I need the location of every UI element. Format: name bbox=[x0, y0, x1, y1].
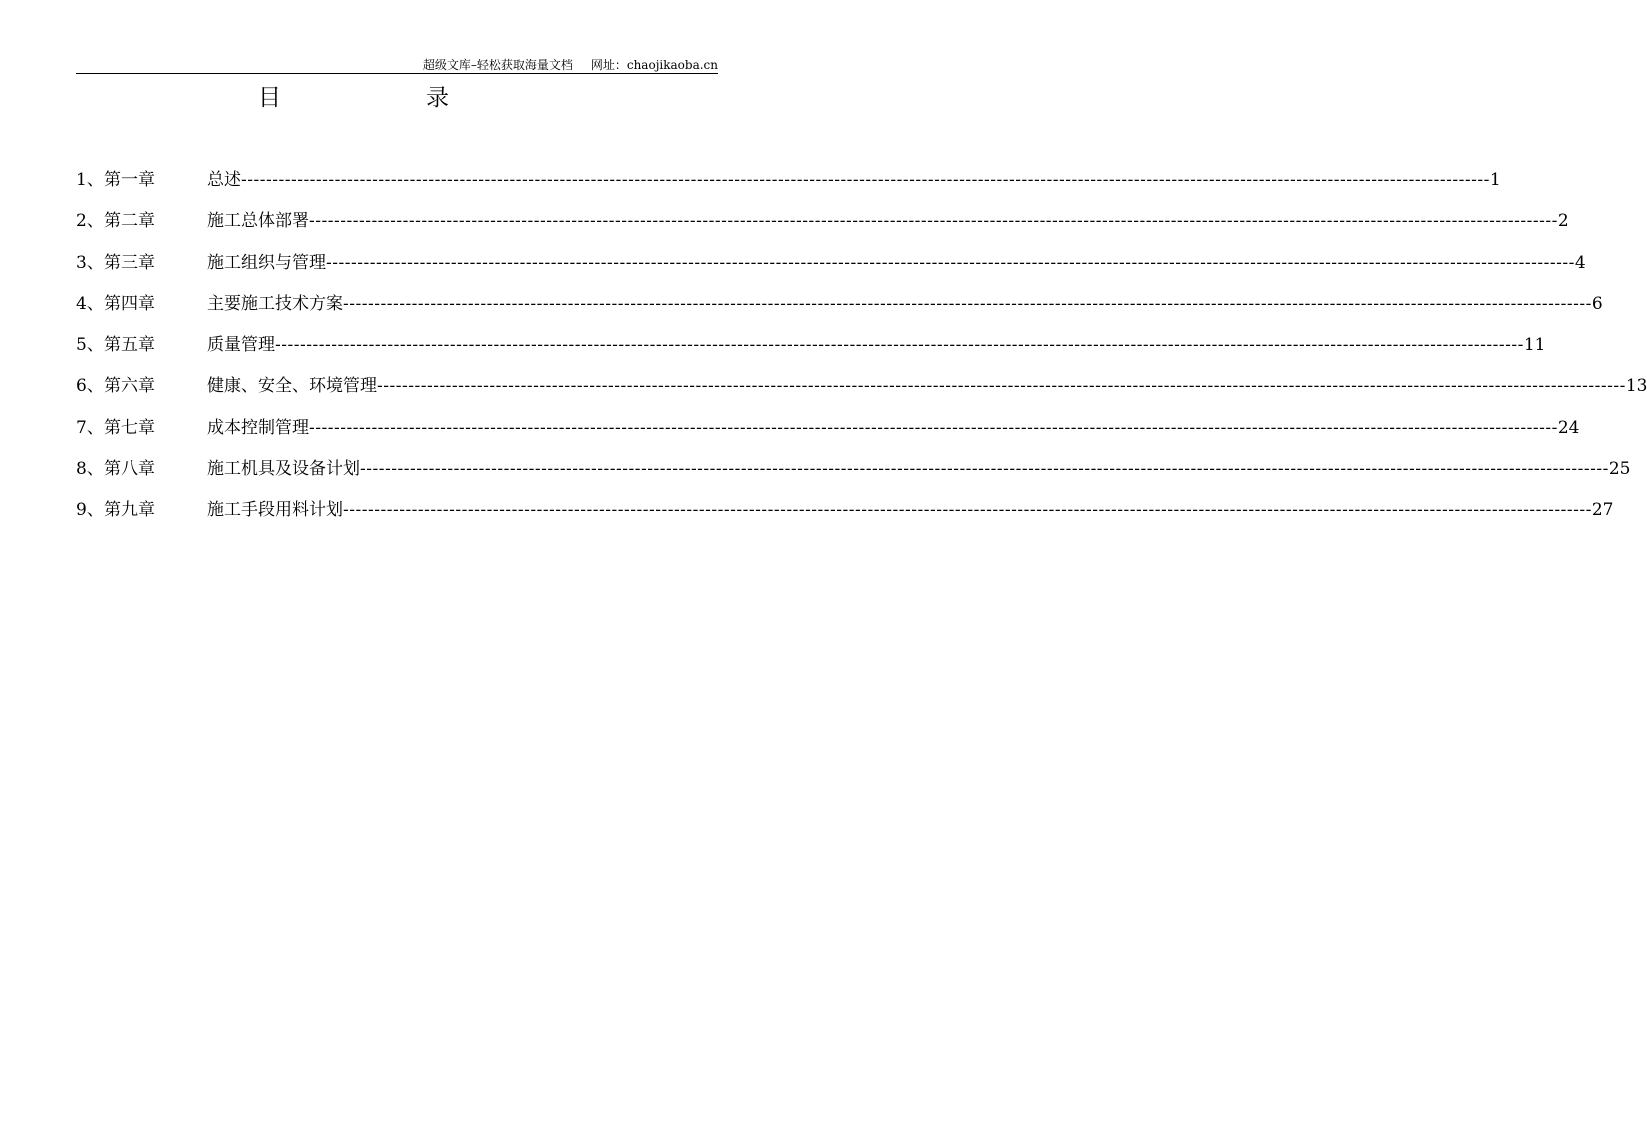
toc-entry[interactable] bbox=[76, 292, 1603, 333]
toc-number: 3、 bbox=[76, 252, 104, 273]
toc-dot-leader: -------------------------------------------------------------------------------------------------------------------------------------------------------------------------------------------------------- bbox=[377, 376, 1626, 397]
toc-chapter: 第九章 bbox=[104, 500, 155, 521]
toc-number: 2、 bbox=[76, 211, 104, 232]
toc-section-title: 总述 bbox=[207, 170, 241, 190]
toc-entry[interactable] bbox=[76, 333, 1546, 374]
toc-line bbox=[207, 498, 1614, 523]
toc-line bbox=[207, 292, 1603, 317]
toc-page-number: 25 bbox=[1608, 459, 1631, 480]
toc-chapter: 第四章 bbox=[104, 293, 155, 314]
toc-entry[interactable] bbox=[76, 209, 1569, 250]
toc-page-number: 13 bbox=[1625, 376, 1647, 397]
toc-dot-leader: -------------------------------------------------------------------------------------------------------------------------------------------------------------------------------------------------------- bbox=[360, 459, 1609, 480]
toc-number: 9、 bbox=[76, 500, 104, 521]
header-divider bbox=[76, 73, 718, 74]
toc-entry[interactable] bbox=[76, 168, 1501, 209]
toc-section-title: 施工手段用料计划 bbox=[207, 500, 343, 521]
toc-chapter: 第五章 bbox=[104, 335, 155, 356]
toc-chapter: 第八章 bbox=[104, 459, 155, 480]
site-label: 网址：chaojikaoba.cn bbox=[590, 58, 718, 72]
toc-section-title: 施工组织与管理 bbox=[207, 252, 326, 273]
toc-page-number: 4 bbox=[1574, 252, 1586, 273]
toc-dot-leader: -------------------------------------------------------------------------------------------------------------------------------------------------------------------------------------------------------- bbox=[275, 335, 1524, 356]
toc-entry[interactable] bbox=[76, 498, 1614, 539]
toc-chapter: 第一章 bbox=[104, 170, 155, 190]
toc-title-right: 录 bbox=[426, 85, 449, 111]
toc-page-number: 27 bbox=[1591, 500, 1614, 521]
toc-line bbox=[207, 168, 1501, 193]
toc-chapter: 第六章 bbox=[104, 376, 155, 397]
toc-page-number: 6 bbox=[1591, 293, 1603, 314]
toc-line bbox=[207, 457, 1631, 482]
page-header bbox=[0, 58, 718, 72]
toc-entry[interactable] bbox=[76, 416, 1580, 457]
toc-section-title: 质量管理 bbox=[207, 335, 275, 356]
toc-dot-leader: -------------------------------------------------------------------------------------------------------------------------------------------------------------------------------------------------------- bbox=[326, 252, 1575, 273]
toc-number: 8、 bbox=[76, 459, 104, 480]
toc-title-left: 目 bbox=[258, 85, 281, 111]
toc-page-number: 2 bbox=[1557, 211, 1569, 232]
toc-dot-leader: -------------------------------------------------------------------------------------------------------------------------------------------------------------------------------------------------------- bbox=[309, 417, 1558, 438]
toc-line bbox=[207, 333, 1546, 358]
toc-number: 5、 bbox=[76, 335, 104, 356]
toc-section-title: 成本控制管理 bbox=[207, 417, 309, 438]
toc-number: 4、 bbox=[76, 293, 104, 314]
toc-line bbox=[207, 209, 1569, 234]
toc-line bbox=[207, 374, 1647, 399]
toc-dot-leader: -------------------------------------------------------------------------------------------------------------------------------------------------------------------------------------------------------- bbox=[343, 500, 1592, 521]
toc-section-title: 健康、安全、环境管理 bbox=[207, 376, 377, 397]
toc-page-number: 24 bbox=[1557, 417, 1580, 438]
toc-page-number: 1 bbox=[1489, 170, 1501, 190]
toc-chapter: 第二章 bbox=[104, 211, 155, 232]
toc-section-title: 施工机具及设备计划 bbox=[207, 459, 360, 480]
toc-section-title: 施工总体部署 bbox=[207, 211, 309, 232]
library-text: 超级文库–轻松获取海量文档 bbox=[422, 58, 573, 72]
toc-line bbox=[207, 416, 1580, 441]
toc-entry[interactable] bbox=[76, 457, 1631, 498]
toc-dot-leader: -------------------------------------------------------------------------------------------------------------------------------------------------------------------------------------------------------- bbox=[241, 170, 1490, 190]
toc-dot-leader: -------------------------------------------------------------------------------------------------------------------------------------------------------------------------------------------------------- bbox=[343, 293, 1592, 314]
table-of-contents bbox=[76, 168, 1647, 540]
toc-entry[interactable] bbox=[76, 374, 1647, 415]
toc-chapter: 第三章 bbox=[104, 252, 155, 273]
toc-number: 6、 bbox=[76, 376, 104, 397]
toc-section-title: 主要施工技术方案 bbox=[207, 293, 343, 314]
toc-dot-leader: -------------------------------------------------------------------------------------------------------------------------------------------------------------------------------------------------------- bbox=[309, 211, 1558, 232]
toc-number: 7、 bbox=[76, 417, 104, 438]
toc-line bbox=[207, 251, 1586, 276]
toc-number: 1、 bbox=[76, 170, 104, 190]
toc-entry[interactable] bbox=[76, 251, 1586, 292]
toc-chapter: 第七章 bbox=[104, 417, 155, 438]
toc-page-number: 11 bbox=[1523, 335, 1546, 356]
